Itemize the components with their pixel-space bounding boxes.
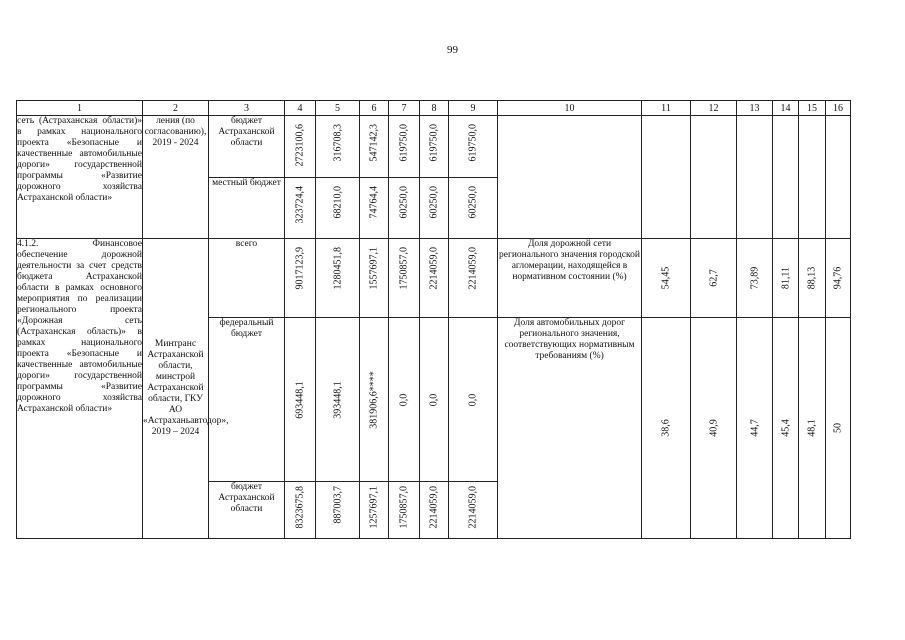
budget-value: 693448,1 <box>294 380 306 419</box>
header-cell: 10 <box>498 101 642 116</box>
header-cell: 7 <box>389 101 420 116</box>
indicator-value <box>799 116 826 239</box>
budget-value: 9017123,9 <box>294 247 306 290</box>
indicator-value: 48,1 <box>806 419 818 437</box>
budget-source: местный бюджет <box>209 178 285 239</box>
indicator-value: 50 <box>832 423 844 433</box>
executor-cell: Минтранс Астраханской области, минстрой Астраханской области, ГКУ АО «Астраханьавтодор», 2019 – 2024 <box>143 239 209 539</box>
header-row <box>17 101 851 116</box>
indicator-label: Доля автомобильных дорог регионального значения, соответствующих нормативным требованиям (%) <box>498 318 642 539</box>
header-cell: 13 <box>737 101 773 116</box>
header-cell: 4 <box>285 101 316 116</box>
budget-value: 74764,4 <box>368 186 380 219</box>
budget-value: 60250,0 <box>428 186 440 219</box>
measure-description: сеть (Астраханская области)» в рамках национального проекта «Безопасные и качественные автомобильные дороги» государственной программы «Развитие дорожного хозяйства Астраханской области» <box>17 116 143 239</box>
budget-value: 2214059,0 <box>428 247 440 290</box>
indicator-label: Доля дорожной сети регионального значения городской агломерации, находящейся в нормативном состоянии (%) <box>498 239 642 318</box>
indicator-value: 40,9 <box>708 419 719 437</box>
header-cell: 8 <box>420 101 449 116</box>
budget-value: 1280451,8 <box>332 247 343 290</box>
budget-value: 316708,3 <box>332 124 343 162</box>
budget-value: 2214059,0 <box>467 247 479 290</box>
budget-source: всего <box>209 239 285 318</box>
indicator-value: 62,7 <box>708 269 719 287</box>
budget-value: 2214059,0 <box>428 486 440 529</box>
budget-value: 619750,0 <box>467 124 479 162</box>
budget-value: 1750857,0 <box>398 486 410 529</box>
indicator-value <box>826 116 851 239</box>
budget-value: 393448,1 <box>332 380 343 419</box>
header-cell: 11 <box>642 101 691 116</box>
budget-value: 619750,0 <box>398 124 410 162</box>
budget-value: 2214059,0 <box>467 486 479 529</box>
budget-table <box>16 100 851 539</box>
header-cell: 3 <box>209 101 285 116</box>
budget-value: 2723100,6 <box>294 124 306 167</box>
budget-value: 887003,7 <box>332 486 343 524</box>
indicator-value: 54,45 <box>660 266 672 290</box>
indicator-value <box>737 116 773 239</box>
budget-value: 1257697,1 <box>368 486 380 529</box>
budget-source: бюджет Астраханской области <box>209 482 285 539</box>
table-row <box>17 239 851 318</box>
budget-source: бюджет Астраханской области <box>209 116 285 178</box>
indicator-value: 44,7 <box>749 419 760 437</box>
header-cell: 9 <box>449 101 498 116</box>
budget-value: 0,0 <box>428 393 440 406</box>
budget-value: 0,0 <box>398 393 410 406</box>
budget-value: 68210,0 <box>332 186 343 219</box>
header-cell: 5 <box>316 101 360 116</box>
budget-value: 0,0 <box>467 393 479 406</box>
budget-value: 547142,3 <box>368 124 380 162</box>
header-cell: 6 <box>360 101 389 116</box>
budget-value: 8323675,8 <box>294 486 306 529</box>
indicator-cell <box>498 116 642 239</box>
budget-value: 60250,0 <box>467 186 479 219</box>
budget-source: федеральный бюджет <box>209 318 285 482</box>
indicator-value <box>773 116 799 239</box>
measure-description: 4.1.2. Финансовое обеспечение дорожной деятельности за счет средств бюджета Астраханской области в рамках основного мероприятия по реализации регионального проекта «Дорожная сеть (Астраханская область)» в рамках национального проекта «Безопасные и качественные автомобильные дороги» государственной программы «Развитие дорожного хозяйства Астраханской области» <box>17 239 143 539</box>
header-cell: 14 <box>773 101 799 116</box>
header-cell: 15 <box>799 101 826 116</box>
header-cell: 2 <box>143 101 209 116</box>
executor-cell: ления (по согласованию), 2019 - 2024 <box>143 116 209 239</box>
header-cell: 12 <box>691 101 737 116</box>
indicator-value: 45,4 <box>780 419 791 437</box>
budget-value: 1750857,0 <box>398 247 410 290</box>
indicator-value: 73,89 <box>749 266 760 290</box>
budget-value: 619750,0 <box>428 124 440 162</box>
budget-value: 381906,6**** <box>368 370 380 429</box>
header-cell: 16 <box>826 101 851 116</box>
budget-value: 1557697,1 <box>368 247 380 290</box>
budget-value: 323724,4 <box>294 186 306 224</box>
indicator-value: 38,6 <box>660 419 672 437</box>
table-row <box>17 116 851 178</box>
indicator-value <box>642 116 691 239</box>
indicator-value <box>691 116 737 239</box>
header-cell: 1 <box>17 101 143 116</box>
indicator-value: 81,11 <box>780 266 791 290</box>
page-number: 99 <box>447 44 458 56</box>
indicator-value: 94,76 <box>832 266 844 290</box>
indicator-value: 88,13 <box>806 266 818 290</box>
budget-value: 60250,0 <box>398 186 410 219</box>
